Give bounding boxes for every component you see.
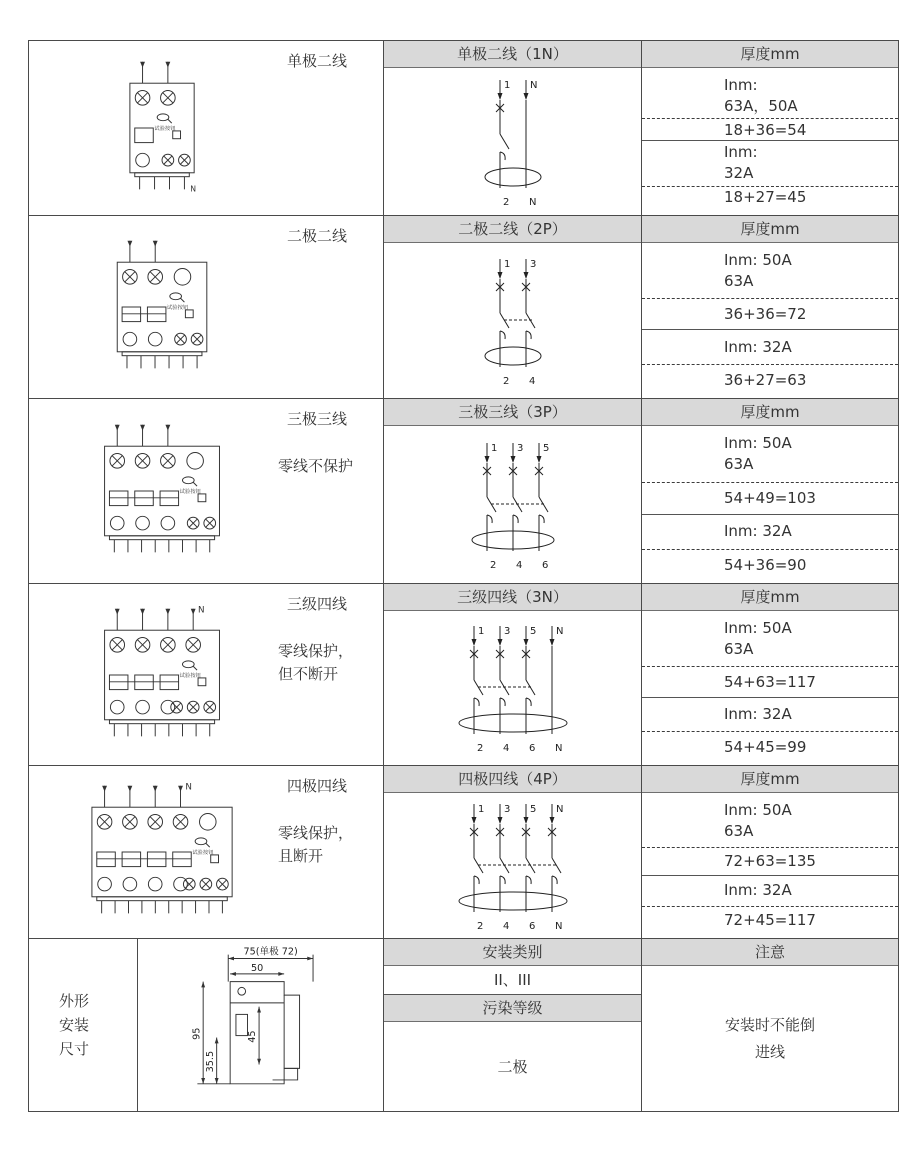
thickness-header: 厚度mm [642,766,898,793]
spec-block: Inm: 32A [724,143,758,183]
neutral-note: 零线保护， 且断开 [277,824,353,865]
table-row [29,41,898,216]
circuit-cell [384,766,642,938]
circuit-bottom-label: 2 [476,920,483,932]
installation-cell [384,939,642,1111]
circuit-cell [384,399,642,583]
circuit-header: 四极四线（4P） [384,766,641,793]
dim-total-width: 75(单极 72) [242,946,298,958]
circuit-header: 单极二线（1N） [384,41,641,68]
notice-header: 注意 [642,939,898,966]
circuit-top-label: 3 [503,803,510,815]
config-label: 二极二线 [286,227,347,245]
installation-category-value: II、III [384,966,641,995]
circuit-top-label: 5 [542,442,549,454]
circuit-top-label: N [555,803,563,815]
notice-cell [642,939,898,1111]
circuit-bottom-label: 4 [528,375,535,387]
thickness-calc: 54+63=117 [724,673,816,691]
circuit-top-label: 3 [516,442,523,454]
dimension-cell [29,939,384,1111]
circuit-bottom-label: 4 [502,743,509,754]
device-cell [29,766,384,938]
solid-divider [642,514,898,515]
circuit-diagram [428,622,598,754]
neutral-note: 零线保护， 但不断开 [277,642,353,683]
dashed-divider [642,298,898,299]
circuit-bottom-label: N [554,743,562,754]
table-row [29,766,898,939]
circuit-top-label: 3 [503,626,510,637]
thickness-header: 厚度mm [642,41,898,68]
thickness-calc: 54+49=103 [724,489,816,507]
device-drawing-wrap [41,588,285,761]
spec-block: Inm: 32A [724,705,792,723]
circuit-diagram [428,255,598,387]
dim-height: 95 [190,1027,202,1040]
test-button-label: 试验按钮 [179,488,201,495]
spec-block: Inm: 32A [724,337,792,356]
dashed-divider [642,847,898,848]
outline-dimensions-label: 外形 安装 尺寸 [29,939,138,1111]
circuit-bottom-label: 4 [502,920,509,932]
thickness-calc: 54+45=99 [724,738,807,756]
dashed-divider [642,364,898,365]
dashed-divider [642,906,898,907]
spec-block: Inm: 50A 63A [724,251,792,290]
breaker-spec-table [28,40,899,1112]
dim-depth: 45 [246,1030,258,1043]
circuit-diagram [428,76,598,208]
circuit-cell [384,584,642,765]
thickness-calc: 54+36=90 [724,556,807,574]
device-drawing-wrap [41,770,285,934]
circuit-diagram [428,439,598,571]
breaker-drawing [117,54,209,202]
circuit-top-label: 1 [490,442,497,454]
circuit-bottom-label: 4 [515,559,522,571]
thickness-cell [642,41,898,215]
config-label: 单极二线 [286,52,347,70]
device-cell [29,216,384,398]
circuit-bottom-label: 6 [541,559,548,571]
circuit-header: 三极三线（3P） [384,399,641,426]
circuit-top-label: 1 [503,258,510,270]
circuit-header: 三级四线（3N） [384,584,641,611]
circuit-top-label: N [555,626,563,637]
spec-block: Inm: 50A 63A [724,801,792,840]
config-label: 三级四线 [286,595,347,613]
dashed-divider [642,118,898,119]
breaker-drawing [91,417,235,565]
dashed-divider [642,666,898,667]
device-cell [29,399,384,583]
table-row [29,584,898,766]
dimension-drawing [181,945,341,1105]
thickness-calc: 72+45=117 [724,911,816,929]
circuit-top-label: N [529,79,537,91]
circuit-header: 二极二线（2P） [384,216,641,243]
thickness-cell [642,766,898,938]
pollution-degree-value: 二极 [497,1058,528,1076]
thickness-cell [642,584,898,765]
config-label: 四极四线 [286,777,347,795]
table-row [29,399,898,584]
solid-divider [642,697,898,698]
circuit-top-label: 3 [529,258,536,270]
svg-text:N: N [198,605,205,616]
table-row [29,216,898,399]
circuit-bottom-label: N [554,920,562,932]
test-button-label: 试验按钮 [154,125,176,132]
thickness-calc: 36+27=63 [724,370,807,389]
test-button-label: 试验按钮 [179,672,201,679]
spec-block: Inm: 63A，50A [724,76,798,115]
spec-block: Inm: 32A [724,881,792,899]
circuit-bottom-label: 6 [528,920,535,932]
device-cell [29,41,384,215]
circuit-top-label: 1 [477,803,484,815]
device-drawing-wrap [41,403,285,579]
thickness-header: 厚度mm [642,584,898,611]
spec-block: Inm: 50A 63A [724,619,792,658]
dim-body-width: 50 [250,963,263,975]
spec-block: Inm: 32A [724,522,792,540]
neutral-note: 零线不保护 [277,457,353,475]
thickness-header: 厚度mm [642,399,898,426]
notice-text: 安装时不能倒 进线 [724,1015,815,1061]
dashed-divider [642,731,898,732]
svg-text:N: N [185,782,192,793]
circuit-cell [384,216,642,398]
breaker-drawing [104,233,222,381]
dim-clip-height: 35.5 [204,1050,216,1073]
solid-divider [642,140,898,141]
test-button-label: 试验按钮 [166,304,189,311]
test-button-label: 试验按钮 [192,849,214,856]
device-drawing-wrap [41,45,285,211]
device-cell [29,584,384,765]
svg-text:N: N [190,184,197,194]
circuit-diagram [428,800,598,932]
circuit-bottom-label: 2 [476,743,483,754]
thickness-calc: 18+27=45 [724,187,807,206]
circuit-bottom-label: 6 [528,743,535,754]
solid-divider [642,875,898,876]
circuit-top-label: 1 [503,79,510,91]
thickness-cell [642,216,898,398]
dashed-divider [642,549,898,550]
circuit-top-label: 5 [529,803,536,815]
circuit-bottom-label: 2 [502,375,509,387]
thickness-calc: 72+63=135 [724,852,816,870]
footer-row [29,939,898,1111]
circuit-top-label: 5 [529,626,536,637]
circuit-bottom-label: N [528,196,536,208]
thickness-header: 厚度mm [642,216,898,243]
dashed-divider [642,482,898,483]
breaker-drawing [91,601,235,749]
spec-block: Inm: 50A 63A [724,434,792,473]
circuit-top-label: 1 [477,626,484,637]
solid-divider [642,329,898,330]
circuit-cell [384,41,642,215]
device-drawing-wrap [41,220,285,394]
installation-category-header: 安装类别 [384,939,641,966]
thickness-calc: 18+36=54 [724,120,807,139]
pollution-degree-header: 污染等级 [384,995,641,1022]
dashed-divider [642,186,898,187]
thickness-cell [642,399,898,583]
circuit-bottom-label: 2 [489,559,496,571]
config-label: 三极三线 [286,410,347,428]
breaker-drawing [78,778,248,926]
thickness-calc: 36+36=72 [724,305,807,324]
circuit-bottom-label: 2 [502,196,509,208]
